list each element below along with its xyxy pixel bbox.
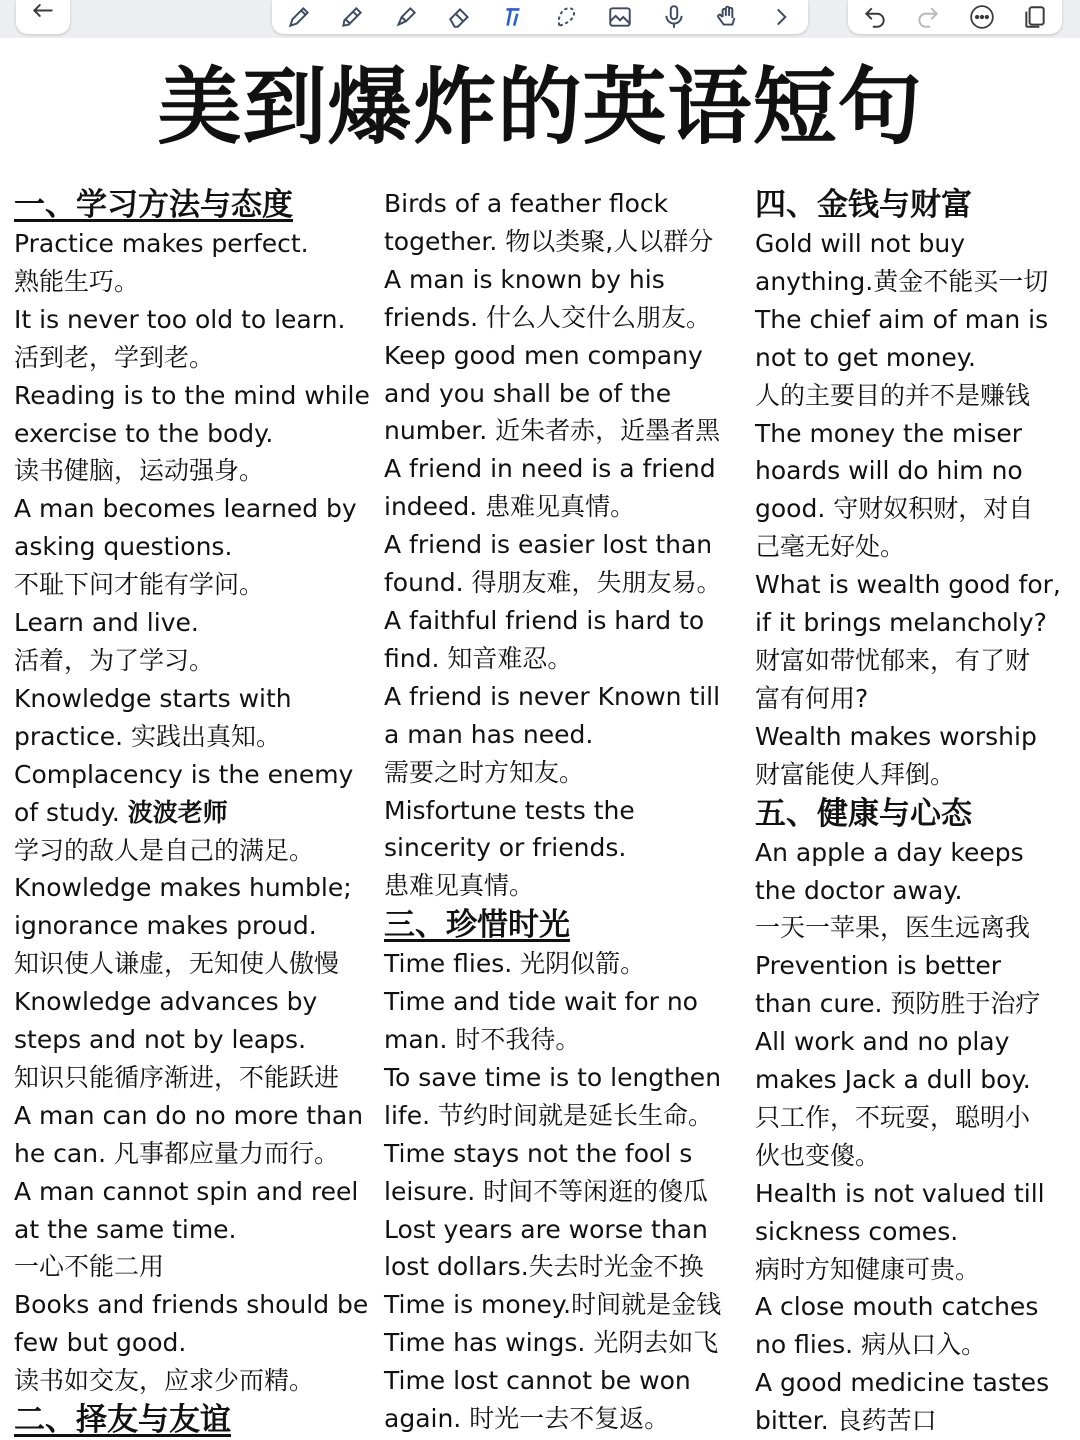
line-text: man. 时不我待。 [384, 1025, 581, 1055]
phrase-line [755, 566, 1075, 604]
phrase-line [384, 1286, 750, 1324]
line-text: 只工作，不玩耍，聪明小 [755, 1102, 1031, 1132]
phrase-line [14, 377, 382, 415]
eraser-icon[interactable] [440, 0, 480, 34]
line-text: hoards will do him no [755, 456, 1023, 486]
phrase-line [14, 1021, 382, 1059]
line-text: Books and friends should be [14, 1290, 369, 1320]
line-text: 患难见真情。 [384, 871, 535, 901]
toolbar-left-group [16, 0, 70, 34]
lasso-icon[interactable] [547, 0, 587, 34]
phrase-line [14, 490, 382, 528]
line-text: Time is money.时间就是金钱 [384, 1290, 722, 1320]
phrase-line [755, 1288, 1075, 1326]
phrase-line [755, 1061, 1075, 1099]
toolbar [0, 0, 1080, 38]
phrase-line [755, 947, 1075, 985]
line-text: 一天一苹果，医生远离我 [755, 913, 1031, 943]
phrase-line [384, 375, 750, 413]
line-text: a man has need. [384, 719, 594, 749]
phrase-line [755, 339, 1075, 377]
line-text: What is wealth good for, [755, 570, 1061, 600]
line-text: friends. 什么人交什么朋友。 [384, 302, 712, 332]
section-heading [14, 185, 382, 225]
phrase-line [384, 1400, 750, 1438]
line-text: at the same time. [14, 1214, 237, 1244]
line-text: All work and no play [755, 1027, 1010, 1057]
line-text: 需要之时方知友。 [384, 757, 585, 787]
phrase-line [14, 1173, 382, 1211]
phrase-line [14, 1248, 382, 1286]
line-text: Lost years are worse than [384, 1214, 708, 1244]
line-text: find. 知音难忍。 [384, 643, 573, 673]
pages-icon[interactable] [1015, 0, 1055, 34]
column-2 [384, 185, 750, 1438]
phrase-line [384, 792, 750, 830]
phrase-line [755, 642, 1075, 680]
phrase-line [14, 604, 382, 642]
phrase-line [14, 680, 382, 718]
phrase-line [14, 869, 382, 907]
line-text: steps and not by leaps. [14, 1025, 307, 1055]
line-text: no flies. 病从口入。 [755, 1330, 987, 1360]
phrase-line [755, 528, 1075, 566]
phrase-line [755, 1402, 1075, 1440]
phrase-line [384, 1324, 750, 1362]
line-text: Time has wings. 光阴去如飞 [384, 1328, 719, 1358]
phrase-line [755, 377, 1075, 415]
author-signature: 波波老师 [127, 797, 228, 827]
phrase-line [384, 1097, 750, 1135]
toolbar-right-group [848, 0, 1062, 34]
phrase-line [384, 754, 750, 792]
phrase-line [384, 337, 750, 375]
image-icon[interactable] [600, 0, 640, 34]
section-heading [14, 1400, 382, 1440]
phrase-line [384, 1248, 750, 1286]
phrase-line [14, 756, 382, 794]
phrase-line [14, 225, 382, 263]
line-text: not to get money. [755, 342, 976, 372]
phrase-line [384, 299, 750, 337]
line-text: together. 物以类聚,人以群分 [384, 226, 714, 256]
phrase-line [755, 301, 1075, 339]
phrase-line [384, 412, 750, 450]
phrase-line [755, 490, 1075, 528]
phrase-line [384, 450, 750, 488]
line-text: Practice makes perfect. [14, 229, 309, 258]
phrase-line [14, 301, 382, 339]
line-text: 熟能生巧。 [14, 266, 140, 296]
phrase-line [384, 1135, 750, 1173]
line-text: 富有何用? [755, 683, 869, 713]
line-text: again. 时光一去不复返。 [384, 1404, 670, 1434]
line-text: 活到老，学到老。 [14, 342, 215, 372]
line-text: A faithful friend is hard to [384, 605, 705, 635]
phrase-line [755, 834, 1075, 872]
line-text: if it brings melancholy? [755, 608, 1047, 638]
line-text: Gold will not buy [755, 229, 966, 258]
phrase-line [755, 1213, 1075, 1251]
line-text: 知识只能循序渐进，不能跃进 [14, 1062, 340, 1092]
phrase-line [14, 718, 382, 756]
phrase-line [384, 1059, 750, 1097]
line-text: A man cannot spin and reel [14, 1176, 359, 1206]
hand-icon[interactable] [708, 0, 748, 34]
phrase-line [14, 1286, 382, 1324]
line-text: 活着，为了学习。 [14, 645, 215, 675]
section-heading [384, 905, 750, 945]
phrase-line [384, 867, 750, 905]
line-text: practice. 实践出真知。 [14, 721, 281, 751]
arrow-left-icon[interactable] [23, 0, 63, 34]
chevron-right-icon[interactable] [761, 0, 801, 34]
phrase-line [14, 339, 382, 377]
line-text: 一、学习方法与态度 [14, 187, 293, 223]
phrase-line [14, 642, 382, 680]
line-text: The money the miser [755, 418, 1023, 448]
line-text: few but good. [14, 1328, 187, 1358]
redo-icon[interactable] [908, 0, 948, 34]
pen-icon[interactable] [279, 0, 319, 34]
line-text: asking questions. [14, 532, 233, 562]
line-text: life. 节约时间就是延长生命。 [384, 1100, 713, 1130]
line-text: Health is not valued till [755, 1178, 1045, 1208]
line-text: It is never too old to learn. [14, 304, 346, 334]
line-text: 人的主要目的并不是赚钱 [755, 380, 1031, 410]
phrase-line [14, 528, 382, 566]
phrase-line [755, 909, 1075, 947]
line-text: and you shall be of the [384, 378, 672, 408]
line-text: Time stays not the fool s [384, 1138, 693, 1168]
line-text: 己毫无好处。 [755, 532, 906, 562]
microphone-icon[interactable] [654, 0, 694, 34]
line-text: A friend is easier lost than [384, 530, 713, 560]
phrase-line [755, 1326, 1075, 1364]
phrase-line [755, 680, 1075, 718]
phrase-line [384, 983, 750, 1021]
page-title: 美到爆炸的英语短句 [157, 58, 923, 156]
line-text: An apple a day keeps [755, 837, 1024, 867]
phrase-line [755, 1364, 1075, 1402]
phrase-line [384, 1021, 750, 1059]
toolbar-tools-group [272, 0, 808, 34]
line-text: Knowledge advances by [14, 987, 318, 1017]
phrase-line [384, 602, 750, 640]
phrase-line [384, 716, 750, 754]
line-text: A man can do no more than [14, 1100, 364, 1130]
phrase-line [384, 223, 750, 261]
line-text: anything.黄金不能买一切 [755, 266, 1049, 296]
phrase-line [14, 907, 382, 945]
line-text: To save time is to lengthen [384, 1062, 722, 1092]
phrase-line [14, 566, 382, 604]
line-text: bitter. 良药苦口 [755, 1406, 937, 1436]
phrase-line [14, 1362, 382, 1400]
phrase-line [755, 718, 1075, 756]
line-text: A man becomes learned by [14, 494, 357, 524]
line-text: A friend in need is a friend [384, 454, 716, 484]
phrase-line [755, 263, 1075, 301]
line-text: Time and tide wait for no [384, 987, 698, 1017]
line-text: indeed. 患难见真情。 [384, 492, 636, 522]
line-text: Complacency is the enemy [14, 759, 354, 789]
phrase-line [14, 794, 382, 832]
line-text: 财富能使人拜倒。 [755, 759, 956, 789]
phrase-line [384, 945, 750, 983]
phrase-line [14, 1211, 382, 1249]
phrase-line [755, 604, 1075, 642]
line-text: makes Jack a dull boy. [755, 1065, 1031, 1095]
phrase-line [384, 488, 750, 526]
line-text: Reading is to the mind while [14, 380, 370, 410]
line-text: Time flies. 光阴似箭。 [384, 949, 646, 979]
phrase-line [14, 1135, 382, 1173]
line-text: of study. [14, 797, 120, 827]
phrase-line [755, 452, 1075, 490]
section-heading [755, 185, 1075, 225]
line-text: 财富如带忧郁来，有了财 [755, 645, 1031, 675]
line-text: than cure. 预防胜于治疗 [755, 989, 1041, 1019]
phrase-line [384, 564, 750, 602]
text-tool-icon[interactable] [493, 0, 533, 34]
line-text: 伙也变傻。 [755, 1140, 881, 1170]
line-text: Keep good men company [384, 340, 703, 370]
line-text: the doctor away. [755, 875, 963, 905]
line-text: Prevention is better [755, 951, 1002, 981]
line-text: Wealth makes worship [755, 721, 1037, 751]
line-text: leisure. 时间不等闲逛的傻瓜 [384, 1176, 709, 1206]
phrase-line [14, 415, 382, 453]
line-text: Learn and live. [14, 608, 199, 638]
line-text: ignorance makes proud. [14, 911, 317, 941]
line-text: The chief aim of man is [755, 304, 1049, 334]
phrase-line [755, 872, 1075, 910]
line-text: 不耻下问才能有学问。 [14, 570, 265, 600]
line-text: 读书如交友，应求少而精。 [14, 1366, 315, 1396]
line-text: 读书健脑，运动强身。 [14, 456, 265, 486]
line-text: exercise to the body. [14, 418, 274, 448]
phrase-line [755, 225, 1075, 263]
phrase-line [14, 983, 382, 1021]
phrase-line [755, 756, 1075, 794]
phrase-line [14, 1324, 382, 1362]
column-3 [755, 185, 1075, 1440]
phrase-line [384, 526, 750, 564]
phrase-line [14, 263, 382, 301]
phrase-line [755, 985, 1075, 1023]
line-text: lost dollars.失去时光金不换 [384, 1252, 704, 1282]
phrase-line [755, 415, 1075, 453]
line-text: Birds of a feather flock [384, 189, 669, 218]
line-text: 学习的敌人是自己的满足。 [14, 835, 315, 865]
section-heading [755, 794, 1075, 834]
line-text: Time lost cannot be won [384, 1366, 691, 1396]
column-1 [14, 185, 382, 1440]
phrase-line [14, 1059, 382, 1097]
phrase-line [384, 185, 750, 223]
phrase-line [384, 640, 750, 678]
phrase-line [384, 1211, 750, 1249]
phrase-line [384, 1362, 750, 1400]
line-text: 病时方知健康可贵。 [755, 1254, 981, 1284]
phrase-line [755, 1099, 1075, 1137]
line-text: sincerity or friends. [384, 833, 627, 863]
more-icon[interactable] [962, 0, 1002, 34]
phrase-line [14, 1097, 382, 1135]
line-text: A man is known by his [384, 264, 665, 294]
line-text: 三、珍惜时光 [384, 907, 570, 944]
phrase-line [384, 1173, 750, 1211]
phrase-line [384, 678, 750, 716]
phrase-line [384, 261, 750, 299]
line-text: A good medicine tastes [755, 1368, 1050, 1398]
line-text: sickness comes. [755, 1216, 959, 1246]
phrase-line [14, 452, 382, 490]
line-text: number. 近朱者赤，近墨者黑 [384, 416, 721, 446]
line-text: A close mouth catches [755, 1292, 1039, 1322]
phrase-line [755, 1023, 1075, 1061]
phrase-line [755, 1251, 1075, 1289]
line-text: 一心不能二用 [14, 1252, 165, 1282]
line-text: A friend is never Known till [384, 681, 721, 711]
line-text: good. 守财奴积财，对自 [755, 494, 1034, 524]
highlighter-icon[interactable] [386, 0, 426, 34]
phrase-line [755, 1175, 1075, 1213]
line-text: he can. 凡事都应量力而行。 [14, 1138, 339, 1168]
phrase-line [755, 1137, 1075, 1175]
line-text: 四、金钱与财富 [755, 187, 972, 223]
line-text: found. 得朋友难，失朋友易。 [384, 568, 722, 598]
line-text: 知识使人谦虚，无知使人傲慢 [14, 949, 340, 979]
phrase-line [14, 945, 382, 983]
line-text: 五、健康与心态 [755, 795, 972, 832]
line-text: Knowledge starts with [14, 683, 292, 713]
line-text: Misfortune tests the [384, 795, 635, 825]
pencil-icon[interactable] [332, 0, 372, 34]
undo-icon[interactable] [855, 0, 895, 34]
phrase-line [14, 832, 382, 870]
line-text: Knowledge makes humble; [14, 873, 352, 903]
line-text: 二、择友与友谊 [14, 1402, 231, 1439]
phrase-line [384, 829, 750, 867]
